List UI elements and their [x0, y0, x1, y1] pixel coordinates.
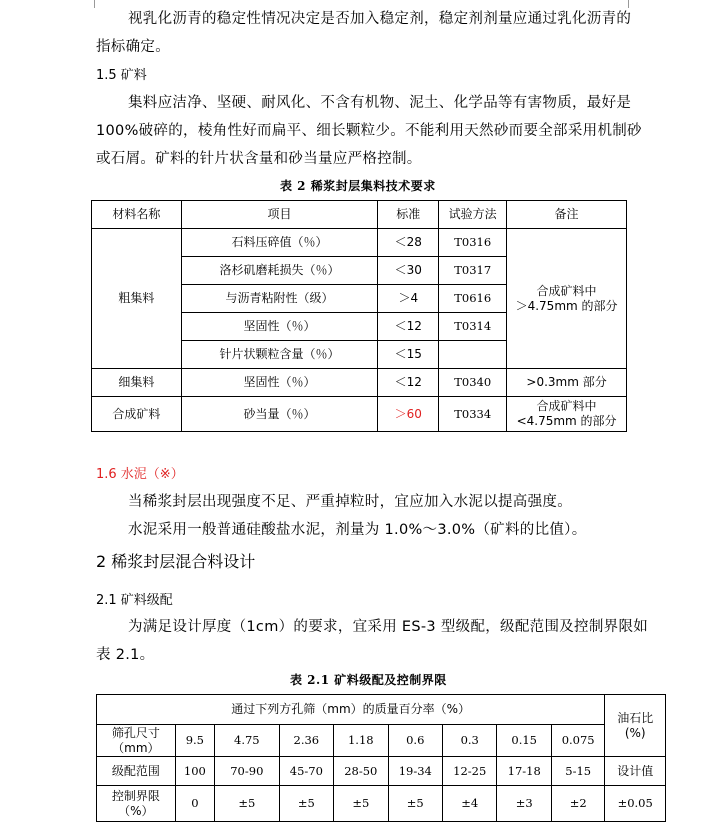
- limit-value: ±5: [279, 786, 333, 822]
- material-name: 细集料: [92, 369, 182, 397]
- remark: [507, 397, 627, 432]
- range-value: 19-34: [388, 757, 442, 786]
- test-method: T0314: [439, 313, 507, 341]
- material-name: 合成矿料: [92, 397, 182, 432]
- test-item: 石料压碎值（％）: [181, 229, 378, 257]
- test-item: 针片状颗粒含量（％）: [181, 341, 378, 369]
- range-value: 70-90: [215, 757, 280, 786]
- standard-value: ＜12: [378, 313, 439, 341]
- remark-line: ＞4.75mm 的部分: [515, 298, 618, 313]
- material-name: 粗集料: [92, 229, 182, 369]
- section-heading: 1.5 矿料: [96, 68, 147, 83]
- paragraph-line: 表 2.1。: [96, 647, 155, 663]
- table-caption: 表 2.1 矿料级配及控制界限: [290, 673, 447, 687]
- sieve-size: 0.6: [388, 725, 442, 757]
- test-item: 与沥青粘附性（级）: [181, 285, 378, 313]
- table-header: 通过下列方孔筛（mm）的质量百分率（%）: [97, 695, 605, 725]
- standard-value: ＞4: [378, 285, 439, 313]
- standard-value: ＜28: [378, 229, 439, 257]
- paragraph-line: 100%破碎的，棱角性好而扁平、细长颗粒少。不能利用天然砂而要全部采用机制砂: [96, 123, 642, 139]
- remark-line: <4.75mm 的部分: [516, 414, 617, 428]
- range-value: 28-50: [334, 757, 388, 786]
- sieve-size: 4.75: [215, 725, 280, 757]
- test-method: T0317: [439, 257, 507, 285]
- standard-number: 60: [406, 406, 422, 421]
- page-corner-mark: [86, 0, 95, 8]
- sieve-size: 2.36: [279, 725, 333, 757]
- standard-value: [378, 397, 439, 432]
- limit-value: ±2: [551, 786, 604, 822]
- ratio-value: ±0.05: [605, 786, 666, 822]
- chapter-heading: 2 稀浆封层混合料设计: [96, 552, 256, 571]
- gradation-table: [96, 694, 666, 822]
- limit-value: ±4: [443, 786, 497, 822]
- test-item: 坚固性（％）: [181, 369, 378, 397]
- paragraph-line: 视乳化沥青的稳定性情况决定是否加入稳定剂，稳定剂剂量应通过乳化沥青的: [128, 11, 632, 27]
- table-header: 标准: [378, 201, 439, 229]
- paragraph-line: 当稀浆封层出现强度不足、严重掉粒时，宜应加入水泥以提高强度。: [128, 494, 572, 510]
- standard-value: ＜30: [378, 257, 439, 285]
- table-header: 材料名称: [92, 201, 182, 229]
- row-label: [97, 725, 176, 757]
- limit-value: 0: [175, 786, 214, 822]
- range-value: 5-15: [551, 757, 604, 786]
- table-caption: 表 2 稀浆封层集料技术要求: [280, 179, 436, 193]
- standard-prefix: ＞: [394, 406, 407, 421]
- standard-value: ＜15: [378, 341, 439, 369]
- range-value: 100: [175, 757, 214, 786]
- range-value: 45-70: [279, 757, 333, 786]
- section-heading: 2.1 矿料级配: [96, 593, 173, 608]
- paragraph-line: 指标确定。: [96, 39, 170, 55]
- header-line: 油石比: [617, 710, 654, 725]
- paragraph-line: 为满足设计厚度（1cm）的要求，宜采用 ES-3 型级配，级配范围及控制界限如: [128, 619, 649, 635]
- remark: >0.3mm 部分: [507, 369, 627, 397]
- section-heading: 1.6 水泥（※）: [96, 467, 184, 482]
- sieve-size: 1.18: [334, 725, 388, 757]
- remark-line: 合成矿料中: [536, 399, 597, 413]
- limit-value: ±3: [497, 786, 551, 822]
- limit-value: ±5: [215, 786, 280, 822]
- test-method: T0616: [439, 285, 507, 313]
- sieve-size: 0.075: [551, 725, 604, 757]
- paragraph-line: 水泥采用一般普通硅酸盐水泥，剂量为 1.0%～3.0%（矿料的比值）。: [128, 522, 587, 538]
- paragraph-line: 或石屑。矿料的针片状含量和砂当量应严格控制。: [96, 151, 422, 167]
- test-method: [439, 341, 507, 369]
- limit-value: ±5: [334, 786, 388, 822]
- test-method: T0316: [439, 229, 507, 257]
- limit-value: ±5: [388, 786, 442, 822]
- table-header: 备注: [507, 201, 627, 229]
- table-header: 项目: [181, 201, 378, 229]
- test-method: T0334: [439, 397, 507, 432]
- row-label: 级配范围: [97, 757, 176, 786]
- table-header: 试验方法: [439, 201, 507, 229]
- asphalt-ratio-header: [605, 695, 666, 757]
- range-value: 17-18: [497, 757, 551, 786]
- range-value: 12-25: [443, 757, 497, 786]
- test-method: T0340: [439, 369, 507, 397]
- test-item: 砂当量（％）: [181, 397, 378, 432]
- sieve-size: 0.15: [497, 725, 551, 757]
- ratio-value: 设计值: [605, 757, 666, 786]
- test-item: 坚固性（％）: [181, 313, 378, 341]
- paragraph-line: 集料应洁净、坚硬、耐风化、不含有机物、泥土、化学品等有害物质，最好是: [128, 95, 632, 111]
- remark: [507, 229, 627, 369]
- row-label: [97, 786, 176, 822]
- standard-value: ＜12: [378, 369, 439, 397]
- aggregate-requirements-table: [91, 200, 627, 432]
- header-line: (%): [624, 725, 646, 740]
- sieve-size: 9.5: [175, 725, 214, 757]
- row-label-line: （%）: [118, 803, 154, 818]
- sieve-size: 0.3: [443, 725, 497, 757]
- row-label-line: 控制界限: [111, 788, 160, 803]
- test-item: 洛杉矶磨耗损失（％）: [181, 257, 378, 285]
- row-label-line: 筛孔尺寸: [111, 725, 160, 740]
- remark-line: 合成矿料中: [536, 283, 597, 298]
- row-label-line: （mm）: [112, 740, 160, 755]
